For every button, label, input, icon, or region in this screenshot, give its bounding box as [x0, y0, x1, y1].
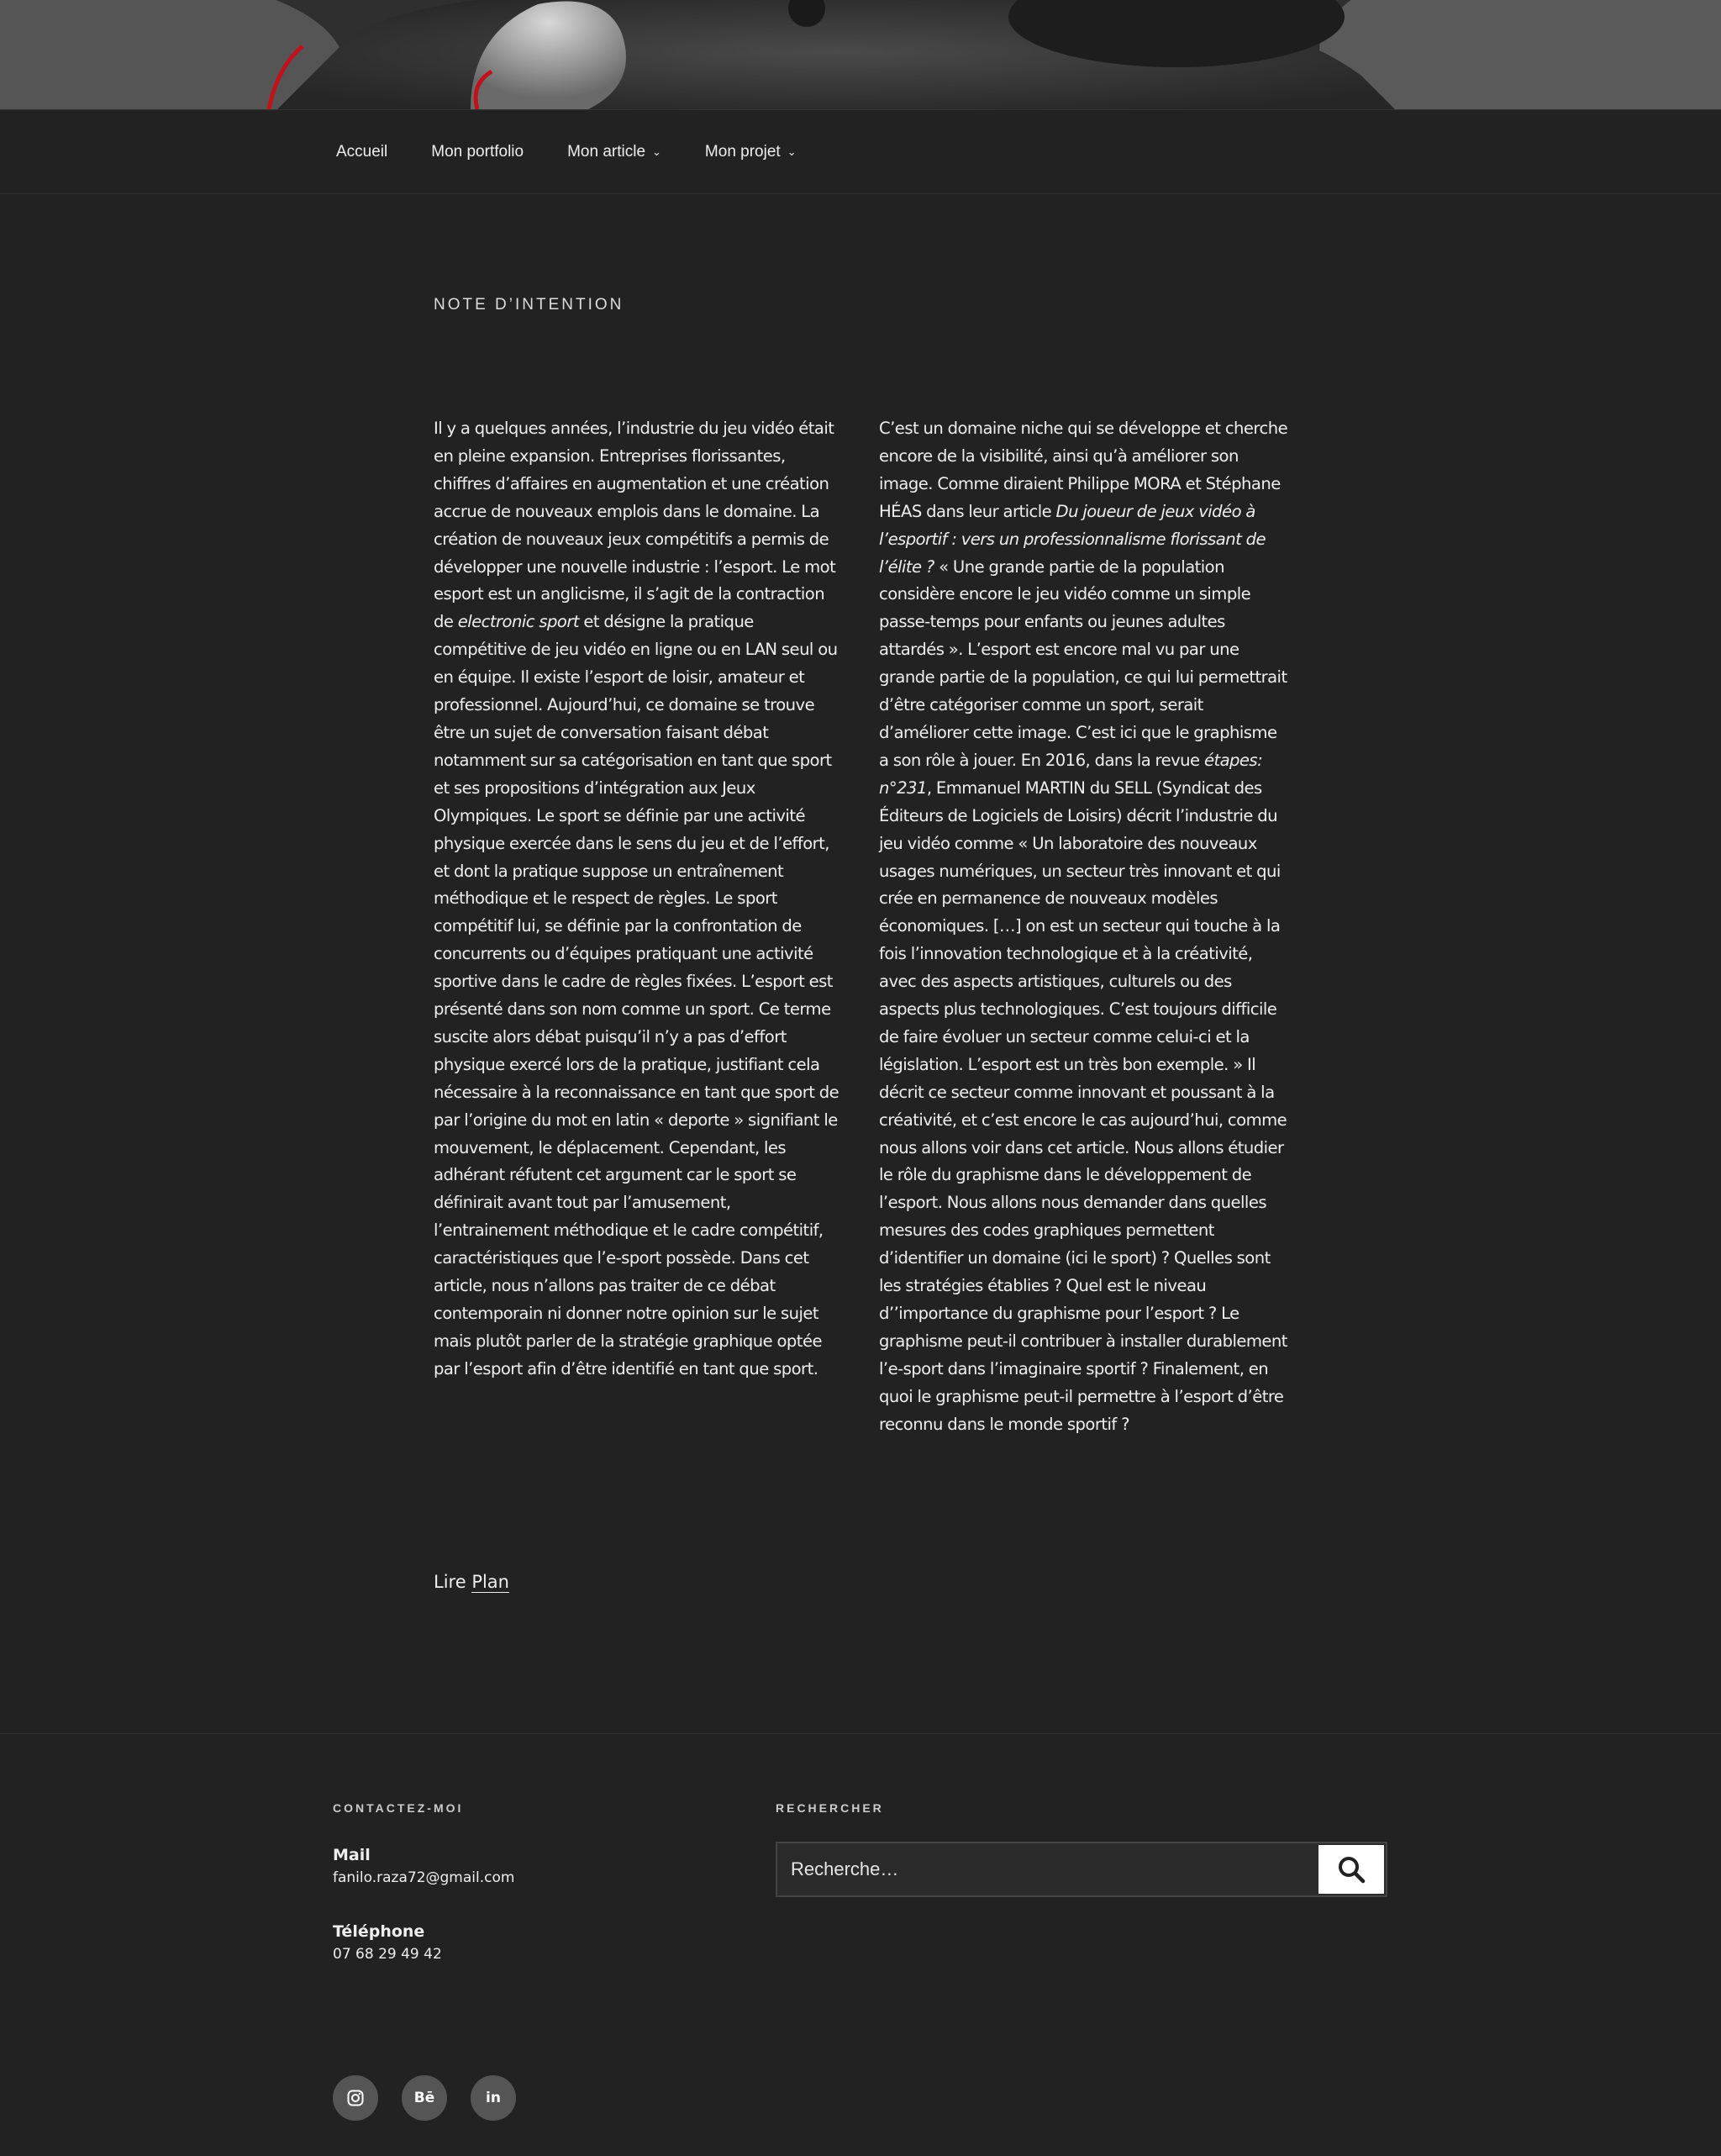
text-run: , Emmanuel MARTIN du SELL (Syndicat des Éditeurs de Logiciels de Loisirs) décrit l’industrie du jeu vidéo comme « Un laboratoire des nouveaux usages numériques, un secteur très innovant et qui crée en permanence de nouveaux modèles économiques. […] on est un secteur qui touche à la fois l’innovation technologique et à la créativité, avec des aspects artistiques, culturels ou des aspects plus technologiques. C’est toujours difficile de faire évoluer un secteur comme celui-ci et la législation. L’esport est un très bon exemple. » Il décrit ce secteur comme innovant et poussant à la créativité, et c’est encore le cas aujourd’hui, comme nous allons voir dans cet article. Nous allons étudier le rôle du graphisme dans le développement de l’esport. Nous allons nous demander dans quelles mesures des codes graphiques permettent d’identifier un domaine (ici le sport) ? Quelles sont les stratégies établies ? Quel est le niveau d’’importance du graphisme pour l’esport ? Le graphisme peut-il contribuer à installer durablement l’e-sport dans l’imaginaire sportif ? Finalement, en quoi le graphisme peut-il permettre à l’esport d’être reconnu dans le monde sportif ?	[879, 778, 1287, 1434]
contact-mail	[333, 1846, 514, 1886]
nav-menu	[336, 110, 840, 193]
contact-widget-title: CONTACTEZ-MOI	[333, 1801, 464, 1815]
nav-item-label: Accueil	[336, 142, 388, 161]
linkedin-link[interactable]	[471, 2075, 516, 2121]
chevron-down-icon: ⌄	[787, 145, 797, 158]
site-footer	[0, 1733, 1721, 2156]
search-button[interactable]	[1318, 1845, 1384, 1894]
phone-label: Téléphone	[333, 1922, 425, 1941]
article-column-left	[434, 415, 844, 1384]
article-paragraph	[434, 415, 844, 1384]
nav-item-portfolio[interactable]	[431, 143, 524, 161]
plan-link[interactable]: Plan	[471, 1572, 509, 1592]
nav-item-label: Mon article	[567, 142, 646, 161]
emphasis-text: electronic sport	[457, 612, 579, 632]
article-paragraph	[879, 415, 1289, 1439]
search-widget-title: RECHERCHER	[776, 1801, 884, 1815]
search-input[interactable]	[777, 1843, 1315, 1895]
text-run: C’est un domaine niche qui se développe et cherche encore de la visibilité, ainsi qu’à améliorer son image. Comme diraient Philippe MORA et Stéphane HÉAS dans leur article	[879, 419, 1288, 521]
contact-phone	[333, 1922, 442, 1963]
emphasis-text: étapes: n°231	[879, 750, 1263, 798]
chevron-down-icon: ⌄	[652, 145, 661, 158]
instagram-icon	[347, 2090, 364, 2106]
article-column-right	[879, 415, 1289, 1439]
behance-icon: Bē	[413, 2090, 435, 2106]
header-image	[0, 0, 1721, 109]
header-photo	[0, 0, 1721, 109]
nav-item-accueil[interactable]	[336, 143, 387, 161]
nav-item-projet[interactable]	[705, 143, 797, 161]
mail-label: Mail	[333, 1846, 371, 1864]
nav-item-article[interactable]	[567, 143, 661, 161]
instagram-link[interactable]	[333, 2075, 378, 2121]
text-run: et désigne la pratique compétitive de jeu vidéo en ligne ou en LAN seul ou en équipe. Il existe l’esport de loisir, amateur et professionnel. Aujourd’hui, ce domaine se trouve être un sujet de conversation faisant débat notamment sur sa catégorisation en tant que sport et ses propositions d’intégration aux Jeux Olympiques. Le sport se définie par une activité physique exercée dans le sens du jeu et de l’effort, et dont la pratique suppose un entraînement méthodique et le respect de règles. Le sport compétitif lui, se définie par la confrontation de concurrents ou d’équipes pratiquant une activité sportive dans le cadre de règles fixées. L’esport est présenté dans son nom comme un sport. Ce terme suscite alors débat puisqu’il n’y a pas d’effort physique exercé lors de la pratique, justifiant cela nécessaire à la reconnaissance en tant que sport de par l’origine du mot en latin « deporte » signifiant le mouvement, le déplacement. Cependant, les adhérant réfutent cet argument car le sport se définirait avant tout par l’amusement, l’entrainement méthodique et le cadre compétitif, caractéristiques que l’e-sport possède. Dans cet article, nous n’allons pas traiter de ce débat contemporain ni donner notre opinion sur le sujet mais plutôt parler de la stratégie graphique optée par l’esport afin d’être identifié en tant que sport.	[434, 612, 839, 1378]
linkedin-icon: in	[486, 2090, 501, 2106]
mail-value[interactable]: fanilo.raza72@gmail.com	[333, 1869, 515, 1886]
main-navigation	[0, 109, 1721, 194]
text-run: Il y a quelques années, l’industrie du jeu vidéo était en pleine expansion. Entreprises florissantes, chiffres d’affaires en augmentation et une création accrue de nouveaux emplois dans le domaine. La création de nouveaux jeux compétitifs a permis de développer une nouvelle industrie : l’esport. Le mot esport est un anglicisme, il s’agit de la contraction de	[434, 419, 836, 632]
read-more-prefix: Lire	[434, 1572, 472, 1592]
behance-link[interactable]	[402, 2075, 447, 2121]
text-run: « Une grande partie de la population considère encore le jeu vidéo comme un simple passe-temps pour enfants ou jeunes adultes attardés ». L’esport est encore mal vu par une grande partie de la population, ce qui lui permettrait d’être catégoriser comme un sport, serait d’améliorer cette image. C’est ici que le graphisme a son rôle à jouer. En 2016, dans la revue	[879, 556, 1287, 770]
nav-item-label: Mon projet	[704, 142, 781, 161]
search-icon	[1337, 1855, 1366, 1884]
read-more	[434, 1572, 509, 1592]
phone-value[interactable]: 07 68 29 49 42	[333, 1946, 442, 1963]
nav-item-label: Mon portfolio	[431, 142, 524, 161]
page-title: NOTE D’INTENTION	[434, 296, 624, 314]
emphasis-text: Du joueur de jeux vidéo à l’esportif : vers un professionnalisme florissant de l’élite ?	[879, 501, 1266, 577]
search-form	[776, 1842, 1387, 1897]
